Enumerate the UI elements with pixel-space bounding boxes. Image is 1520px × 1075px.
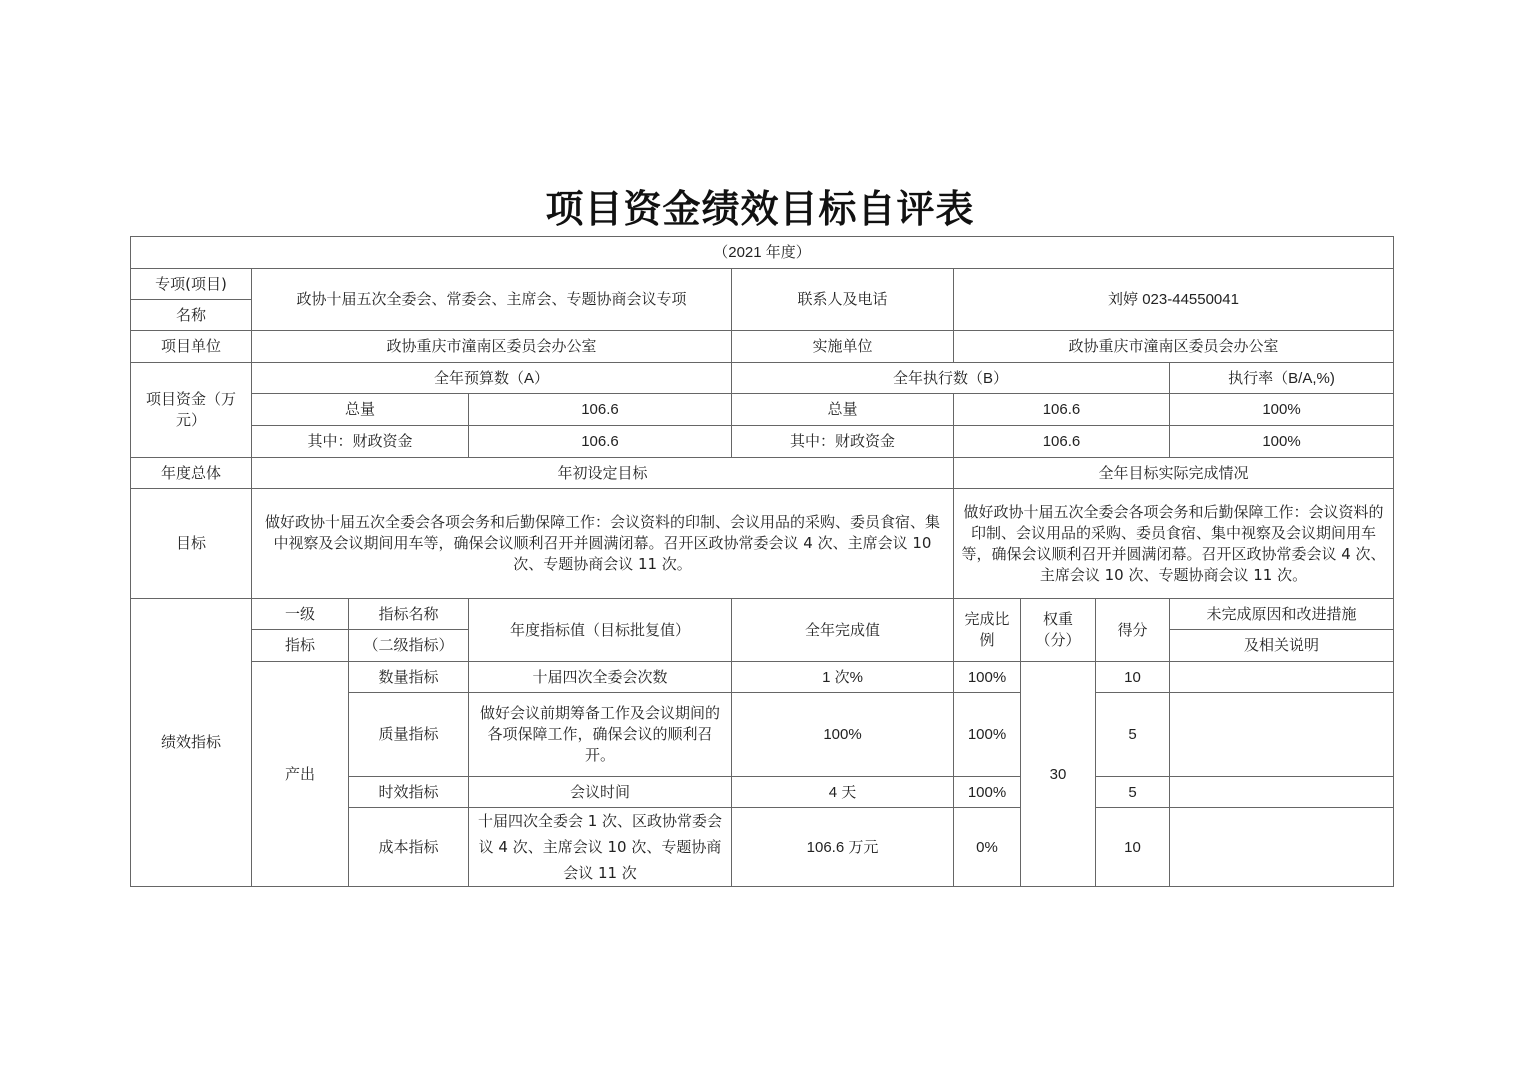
goals-header-row [131, 458, 1394, 489]
impl-value: 政协重庆市潼南区委员会办公室 [954, 331, 1394, 363]
contact-value: 刘婷 023-44550041 [954, 269, 1394, 331]
impl-label: 实施单位 [732, 331, 954, 363]
indicator-target: 做好会议前期筹备工作及会议期间的各项保障工作，确保会议的顺利召开。 [469, 693, 732, 777]
indicator-score: 10 [1096, 662, 1170, 693]
funds-row-label: 其中：财政资金 [252, 426, 469, 458]
budget-header: 全年预算数（A） [252, 363, 732, 394]
indicator-name: 数量指标 [349, 662, 469, 693]
indicator-name-header-b: （二级指标） [349, 630, 469, 662]
project-name: 政协十届五次全委会、常委会、主席会、专题协商会议专项 [252, 269, 732, 331]
exec-value: 106.6 [954, 426, 1170, 458]
indicator-ratio: 100% [954, 777, 1021, 808]
indicator-weight: 30 [1021, 662, 1096, 887]
unit-label: 项目单位 [131, 331, 252, 363]
indicator-complete: 106.6 万元 [732, 808, 954, 887]
exec-header: 全年执行数（B） [732, 363, 1170, 394]
indicator-target: 会议时间 [469, 777, 732, 808]
budget-value: 106.6 [469, 426, 732, 458]
indicator-reason [1170, 808, 1394, 887]
reason-header-a: 未完成原因和改进措施 [1170, 599, 1394, 630]
level1-header-a: 一级 [252, 599, 349, 630]
exec-row-label: 其中：财政资金 [732, 426, 954, 458]
indicator-score: 5 [1096, 777, 1170, 808]
planned-goal-header: 年初设定目标 [252, 458, 954, 489]
indicator-target: 十届四次全委会 1 次、区政协常委会议 4 次、主席会议 10 次、专题协商会议 11 次 [469, 808, 732, 887]
funds-row [131, 394, 1394, 426]
exec-row-label: 总量 [732, 394, 954, 426]
output-category: 产出 [252, 662, 349, 887]
indicator-name-header-a: 指标名称 [349, 599, 469, 630]
indicator-ratio: 100% [954, 662, 1021, 693]
planned-goal-text: 做好政协十届五次全委会各项会务和后勤保障工作：会议资料的印制、会议用品的采购、委员食宿、集中视察及会议期间用车等，确保会议顺利召开并圆满闭幕。召开区政协常委会议 4 次、主席会议 10 次、专题协商会议 11 次。 [252, 489, 954, 599]
page-title: 项目资金绩效目标自评表 [545, 186, 975, 231]
indicator-name: 成本指标 [349, 808, 469, 887]
funds-row-label: 总量 [252, 394, 469, 426]
year-row [131, 237, 1394, 269]
rate-header: 执行率（B/A,%) [1170, 363, 1394, 394]
funds-header-row [131, 363, 1394, 394]
year-label: （2021 年度） [131, 237, 1394, 269]
indicator-target: 十届四次全委会次数 [469, 662, 732, 693]
project-name-row [131, 269, 1394, 300]
indicator-name: 质量指标 [349, 693, 469, 777]
contact-label: 联系人及电话 [732, 269, 954, 331]
actual-goal-header: 全年目标实际完成情况 [954, 458, 1394, 489]
indicator-ratio: 100% [954, 693, 1021, 777]
ratio-header: 完成比例 [954, 599, 1021, 662]
project-label-line1: 专项(项目) [131, 269, 252, 300]
actual-goal-text: 做好政协十届五次全委会各项会务和后勤保障工作：会议资料的印制、会议用品的采购、委员食宿、集中视察及会议期间用车等，确保会议顺利召开并圆满闭幕。召开区政协常委会议 4 次、主席会议 10 次、专题协商会议 11 次。 [954, 489, 1394, 599]
level1-header-b: 指标 [252, 630, 349, 662]
complete-header: 全年完成值 [732, 599, 954, 662]
target-header: 年度指标值（目标批复值） [469, 599, 732, 662]
reason-header-b: 及相关说明 [1170, 630, 1394, 662]
indicator-reason [1170, 662, 1394, 693]
exec-value: 106.6 [954, 394, 1170, 426]
indicator-name: 时效指标 [349, 777, 469, 808]
goals-label-line1: 年度总体 [131, 458, 252, 489]
indicator-ratio: 0% [954, 808, 1021, 887]
project-label-line2: 名称 [131, 300, 252, 331]
indicator-complete: 1 次% [732, 662, 954, 693]
table-row [131, 662, 1394, 693]
indicator-score: 5 [1096, 693, 1170, 777]
budget-value: 106.6 [469, 394, 732, 426]
score-header: 得分 [1096, 599, 1170, 662]
rate-value: 100% [1170, 426, 1394, 458]
funds-label: 项目资金（万元） [131, 363, 252, 458]
indicator-reason [1170, 777, 1394, 808]
goals-label-line2: 目标 [131, 489, 252, 599]
indicator-reason [1170, 693, 1394, 777]
performance-label: 绩效指标 [131, 599, 252, 887]
performance-evaluation-table [130, 236, 1394, 887]
rate-value: 100% [1170, 394, 1394, 426]
indicator-header-row [131, 599, 1394, 630]
indicator-complete: 100% [732, 693, 954, 777]
indicator-score: 10 [1096, 808, 1170, 887]
weight-header: 权重（分） [1021, 599, 1096, 662]
unit-value: 政协重庆市潼南区委员会办公室 [252, 331, 732, 363]
indicator-complete: 4 天 [732, 777, 954, 808]
funds-row [131, 426, 1394, 458]
goals-text-row [131, 489, 1394, 599]
unit-row [131, 331, 1394, 363]
